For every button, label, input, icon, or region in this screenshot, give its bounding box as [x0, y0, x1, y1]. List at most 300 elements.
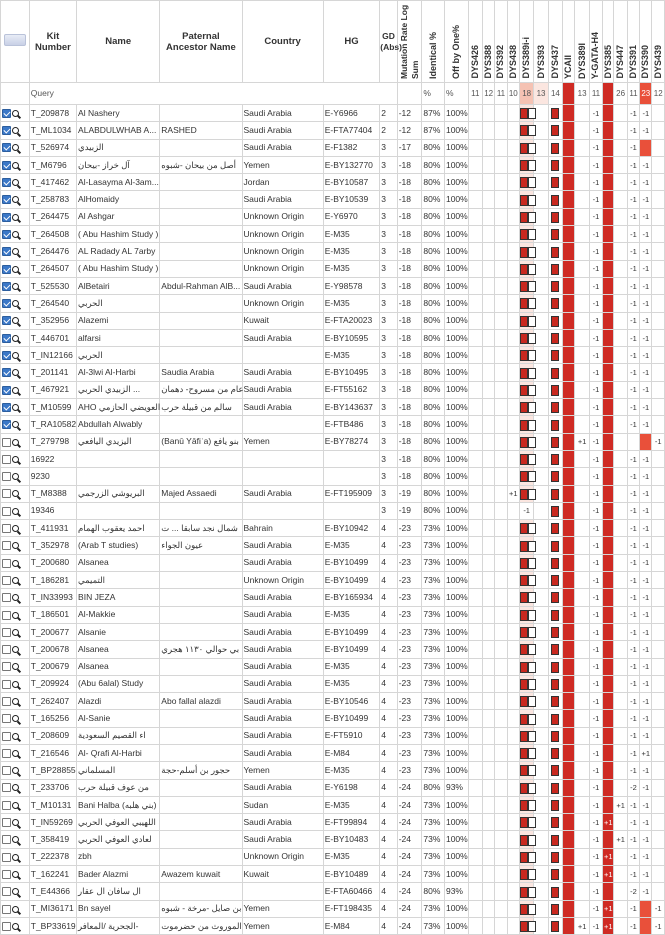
kit-number[interactable]: T_352956 [29, 312, 76, 329]
row-checkbox[interactable] [2, 628, 11, 637]
header-marker-ycaii[interactable] [563, 1, 575, 83]
marker-swatch [528, 298, 536, 309]
search-icon[interactable] [12, 542, 19, 549]
mutation-rate: -19 [397, 485, 422, 502]
table-row[interactable] [1, 848, 665, 865]
marker-cell [548, 139, 562, 156]
header-ancestor[interactable]: Paternal Ancestor Name [160, 1, 242, 83]
table-row[interactable] [1, 762, 665, 779]
table-row[interactable] [1, 433, 665, 450]
kit-number[interactable]: T_258783 [29, 191, 76, 208]
marker-cell [575, 277, 589, 294]
table-row[interactable] [1, 243, 665, 260]
header-mutation[interactable] [397, 1, 422, 83]
row-checkbox[interactable] [2, 126, 11, 135]
row-checkbox[interactable] [2, 680, 11, 689]
marker-swatch [551, 247, 559, 258]
search-icon[interactable] [12, 421, 19, 428]
row-checkbox[interactable] [2, 645, 11, 654]
marker-cell [575, 589, 589, 606]
table-row[interactable] [1, 814, 665, 831]
search-icon[interactable] [12, 231, 19, 238]
kit-number[interactable]: T_IN33993 [29, 589, 76, 606]
marker-cell [534, 675, 548, 692]
kit-number[interactable]: T_E44366 [29, 883, 76, 900]
marker-cell [482, 814, 494, 831]
kit-number[interactable]: T_216546 [29, 744, 76, 761]
marker-cell [548, 520, 562, 537]
table-row[interactable] [1, 520, 665, 537]
row-checkbox[interactable] [2, 299, 11, 308]
marker-cell [468, 295, 482, 312]
row-checkbox[interactable] [2, 368, 11, 377]
haplogroup: E-FT99894 [323, 814, 380, 831]
kit-number[interactable]: T_165256 [29, 710, 76, 727]
marker-cell [575, 658, 589, 675]
kit-number[interactable]: T_264476 [29, 243, 76, 260]
search-icon[interactable] [12, 888, 19, 895]
kit-number[interactable]: T_IN12166 [29, 347, 76, 364]
row-checkbox[interactable] [2, 576, 11, 585]
table-row[interactable] [1, 589, 665, 606]
row-checkbox[interactable] [2, 714, 11, 723]
marker-cell [468, 641, 482, 658]
marker-cell [468, 572, 482, 589]
kit-number[interactable]: T_209924 [29, 675, 76, 692]
row-actions [1, 572, 30, 589]
row-checkbox[interactable] [2, 749, 11, 758]
search-icon[interactable] [12, 629, 19, 636]
marker-cell [614, 243, 627, 260]
row-actions [1, 122, 30, 139]
paternal-ancestor [160, 814, 242, 831]
table-row[interactable] [1, 606, 665, 623]
row-checkbox[interactable] [2, 386, 11, 395]
kit-number[interactable]: T_BP33619 [29, 917, 76, 934]
identical-pct: 80% [422, 468, 445, 485]
row-checkbox[interactable] [2, 143, 11, 152]
query-marker-value: 13 [575, 83, 589, 105]
table-row[interactable] [1, 226, 665, 243]
row-checkbox[interactable] [2, 438, 11, 447]
kit-number[interactable]: T_201141 [29, 364, 76, 381]
kit-number[interactable]: 9230 [29, 468, 76, 485]
row-checkbox[interactable] [2, 420, 11, 429]
row-checkbox[interactable] [2, 282, 11, 291]
search-icon[interactable] [12, 110, 19, 117]
haplogroup: E-FTA20023 [323, 312, 380, 329]
kit-number[interactable]: T_411931 [29, 520, 76, 537]
genetic-distance: 3 [380, 364, 397, 381]
table-row[interactable] [1, 900, 665, 917]
header-identical[interactable] [422, 1, 445, 83]
table-row[interactable] [1, 658, 665, 675]
search-icon[interactable] [12, 248, 19, 255]
table-row[interactable] [1, 364, 665, 381]
marker-swatch [528, 592, 536, 603]
header-marker-dys426[interactable] [468, 1, 482, 83]
row-actions [1, 191, 30, 208]
marker-cell [563, 710, 575, 727]
row-checkbox[interactable] [2, 351, 11, 360]
offby-pct: 100% [444, 208, 468, 225]
marker-cell: -1 [640, 831, 652, 848]
search-icon[interactable] [12, 767, 19, 774]
kit-number[interactable]: T_264475 [29, 208, 76, 225]
header-name[interactable]: Name [77, 1, 160, 83]
kit-number[interactable]: T_352978 [29, 537, 76, 554]
search-icon[interactable] [12, 387, 19, 394]
marker-cell [507, 900, 519, 917]
search-icon[interactable] [12, 283, 19, 290]
marker-cell [507, 156, 519, 173]
marker-cell [652, 295, 665, 312]
table-row[interactable] [1, 260, 665, 277]
header-marker-dys438[interactable] [507, 1, 519, 83]
row-checkbox[interactable] [2, 109, 11, 118]
table-row[interactable] [1, 329, 665, 346]
row-checkbox[interactable] [2, 662, 11, 671]
row-checkbox[interactable] [2, 334, 11, 343]
table-row[interactable] [1, 416, 665, 433]
search-icon[interactable] [12, 456, 19, 463]
search-icon[interactable] [12, 179, 19, 186]
row-checkbox[interactable] [2, 766, 11, 775]
country: Yemen [242, 156, 323, 173]
table-row[interactable] [1, 295, 665, 312]
kit-number[interactable]: T_BP28855 [29, 762, 76, 779]
row-checkbox[interactable] [2, 559, 11, 568]
kit-name: المسلماني [77, 762, 160, 779]
row-checkbox[interactable] [2, 247, 11, 256]
row-actions [1, 277, 30, 294]
kit-number[interactable]: T_264508 [29, 226, 76, 243]
search-icon[interactable] [12, 144, 19, 151]
marker-cell [519, 191, 533, 208]
table-row[interactable] [1, 105, 665, 122]
table-row[interactable] [1, 693, 665, 710]
marker-cell [575, 156, 589, 173]
country: Saudi Arabia [242, 554, 323, 571]
search-icon[interactable] [12, 577, 19, 584]
marker-cell [548, 156, 562, 173]
header-marker-dys391[interactable] [627, 1, 639, 83]
search-icon[interactable] [12, 733, 19, 740]
search-icon[interactable] [12, 836, 19, 843]
search-icon[interactable] [12, 352, 19, 359]
row-checkbox[interactable] [2, 455, 11, 464]
search-icon[interactable] [12, 404, 19, 411]
marker-cell [652, 312, 665, 329]
row-checkbox[interactable] [2, 801, 11, 810]
table-row[interactable] [1, 710, 665, 727]
row-checkbox[interactable] [2, 265, 11, 274]
marker-cell [519, 831, 533, 848]
search-icon[interactable] [12, 439, 19, 446]
header-marker-dys389i[interactable] [575, 1, 589, 83]
table-row[interactable] [1, 831, 665, 848]
kit-number[interactable]: T_209878 [29, 105, 76, 122]
row-checkbox[interactable] [2, 870, 11, 879]
kit-name: Alsanea [77, 658, 160, 675]
kit-number[interactable]: T_IN59269 [29, 814, 76, 831]
header-gd[interactable] [380, 1, 402, 83]
kit-number[interactable]: T_186501 [29, 606, 76, 623]
table-row[interactable] [1, 744, 665, 761]
kit-number[interactable]: T_526974 [29, 139, 76, 156]
row-checkbox[interactable] [2, 835, 11, 844]
marker-swatch [551, 748, 559, 759]
search-icon[interactable] [12, 784, 19, 791]
header-hg[interactable]: HG [323, 1, 380, 83]
search-icon[interactable] [12, 906, 19, 913]
kit-number[interactable]: T_186281 [29, 572, 76, 589]
kit-number[interactable]: T_222378 [29, 848, 76, 865]
search-icon[interactable] [12, 871, 19, 878]
search-icon[interactable] [12, 854, 19, 861]
genetic-distance: 3 [380, 208, 397, 225]
kit-number[interactable]: T_200680 [29, 554, 76, 571]
kit-number[interactable]: T_M6796 [29, 156, 76, 173]
query-marker-value: 13 [534, 83, 548, 105]
search-icon[interactable] [12, 266, 19, 273]
search-icon[interactable] [12, 317, 19, 324]
search-icon[interactable] [12, 681, 19, 688]
kit-name: الحربي [77, 347, 160, 364]
search-icon[interactable] [12, 819, 19, 826]
search-icon[interactable] [12, 525, 19, 532]
search-icon[interactable] [12, 162, 19, 169]
kit-number[interactable]: T_525530 [29, 277, 76, 294]
table-row[interactable] [1, 502, 665, 519]
row-checkbox[interactable] [2, 905, 11, 914]
table-row[interactable] [1, 883, 665, 900]
genetic-distance: 3 [380, 156, 397, 173]
search-icon[interactable] [12, 594, 19, 601]
table-row[interactable] [1, 866, 665, 883]
marker-swatch [520, 921, 528, 932]
table-row[interactable] [1, 623, 665, 640]
search-icon[interactable] [12, 490, 19, 497]
row-checkbox[interactable] [2, 489, 11, 498]
row-checkbox[interactable] [2, 732, 11, 741]
row-checkbox[interactable] [2, 403, 11, 412]
table-row[interactable] [1, 399, 665, 416]
row-checkbox[interactable] [2, 230, 11, 239]
table-row[interactable] [1, 572, 665, 589]
marker-cell: -1 [627, 589, 639, 606]
kit-number[interactable]: 19346 [29, 502, 76, 519]
row-checkbox[interactable] [2, 818, 11, 827]
country: Saudi Arabia [242, 381, 323, 398]
row-checkbox[interactable] [2, 195, 11, 204]
search-icon[interactable] [12, 127, 19, 134]
search-icon[interactable] [12, 750, 19, 757]
marker-cell [652, 105, 665, 122]
marker-cell: -2 [627, 883, 639, 900]
marker-cell [652, 554, 665, 571]
search-icon[interactable] [12, 698, 19, 705]
marker-cell [507, 658, 519, 675]
marker-cell: -1 [640, 122, 652, 139]
kit-number[interactable]: T_262407 [29, 693, 76, 710]
row-checkbox[interactable] [2, 507, 11, 516]
marker-cell [507, 814, 519, 831]
header-kit[interactable]: Kit Number [29, 1, 76, 83]
identical-pct: 73% [422, 848, 445, 865]
row-checkbox[interactable] [2, 922, 11, 931]
marker-cell [640, 139, 652, 156]
table-row[interactable] [1, 779, 665, 796]
marker-cell [548, 329, 562, 346]
identical-pct: 73% [422, 710, 445, 727]
header-offby[interactable] [444, 1, 468, 83]
row-checkbox[interactable] [2, 853, 11, 862]
table-row[interactable] [1, 917, 665, 934]
marker-cell: -1 [640, 295, 652, 312]
table-row[interactable] [1, 485, 665, 502]
kit-number[interactable]: T_467921 [29, 381, 76, 398]
header-marker-dys393[interactable] [534, 1, 548, 83]
marker-swatch [551, 385, 559, 396]
header-marker-dys389i-i[interactable] [519, 1, 533, 83]
table-row[interactable] [1, 450, 665, 467]
marker-cell [482, 416, 494, 433]
header-marker-dys390[interactable] [640, 1, 652, 83]
search-icon[interactable] [12, 335, 19, 342]
kit-number[interactable]: T_264507 [29, 260, 76, 277]
header-marker-dys385[interactable] [603, 1, 614, 83]
kit-number[interactable]: T_M10599 [29, 399, 76, 416]
kit-number[interactable]: T_200677 [29, 623, 76, 640]
table-row[interactable] [1, 675, 665, 692]
table-row[interactable] [1, 347, 665, 364]
header-country[interactable]: Country [242, 1, 323, 83]
marker-cell [468, 848, 482, 865]
kit-number[interactable]: 16922 [29, 450, 76, 467]
table-row[interactable] [1, 641, 665, 658]
row-checkbox[interactable] [2, 887, 11, 896]
table-row[interactable] [1, 156, 665, 173]
table-row[interactable] [1, 122, 665, 139]
row-checkbox[interactable] [2, 611, 11, 620]
row-checkbox[interactable] [2, 178, 11, 187]
search-icon[interactable] [12, 646, 19, 653]
marker-cell [614, 226, 627, 243]
kit-number[interactable]: T_162241 [29, 866, 76, 883]
kit-number[interactable]: T_446701 [29, 329, 76, 346]
marker-cell [614, 347, 627, 364]
header-marker-dys447[interactable] [614, 1, 627, 83]
kit-number[interactable]: T_RA10582 [29, 416, 76, 433]
header-marker-dys439[interactable] [652, 1, 665, 83]
row-checkbox[interactable] [2, 541, 11, 550]
table-row[interactable] [1, 537, 665, 554]
kit-number[interactable]: T_200679 [29, 658, 76, 675]
header-marker-y-gata-h4[interactable] [589, 1, 602, 83]
search-icon[interactable] [12, 214, 19, 221]
kit-number[interactable]: T_200678 [29, 641, 76, 658]
kit-number[interactable]: T_358419 [29, 831, 76, 848]
query-marker-value: 11 [495, 83, 507, 105]
search-icon[interactable] [12, 196, 19, 203]
marker-cell [614, 381, 627, 398]
table-row[interactable] [1, 139, 665, 156]
table-row[interactable] [1, 174, 665, 191]
row-checkbox[interactable] [2, 213, 11, 222]
kit-name: البريوشي الزرجمي [77, 485, 160, 502]
kit-number[interactable]: T_M10131 [29, 796, 76, 813]
marker-cell: -1 [640, 243, 652, 260]
marker-cell: -1 [589, 814, 602, 831]
row-checkbox[interactable] [2, 316, 11, 325]
marker-cell: -1 [627, 329, 639, 346]
offby-pct: 100% [444, 416, 468, 433]
marker-cell [507, 779, 519, 796]
kit-number[interactable]: T_264540 [29, 295, 76, 312]
search-icon[interactable] [12, 508, 19, 515]
header-marker-dys392[interactable] [495, 1, 507, 83]
kit-number[interactable]: T_208609 [29, 727, 76, 744]
table-row[interactable] [1, 727, 665, 744]
row-checkbox[interactable] [2, 161, 11, 170]
search-icon[interactable] [12, 663, 19, 670]
marker-cell: -1 [589, 468, 602, 485]
table-row[interactable] [1, 381, 665, 398]
marker-cell: -1 [589, 485, 602, 502]
marker-cell [575, 831, 589, 848]
marker-swatch [551, 454, 559, 465]
search-icon[interactable] [12, 369, 19, 376]
table-row[interactable] [1, 277, 665, 294]
header-marker-dys388[interactable] [482, 1, 494, 83]
table-row[interactable] [1, 796, 665, 813]
table-row[interactable] [1, 554, 665, 571]
header-marker-dys437[interactable] [548, 1, 562, 83]
marker-swatch [520, 817, 528, 828]
search-icon[interactable] [12, 560, 19, 567]
marker-cell [495, 641, 507, 658]
marker-cell [495, 174, 507, 191]
table-row[interactable] [1, 191, 665, 208]
row-checkbox[interactable] [2, 697, 11, 706]
kit-number[interactable]: T_233706 [29, 779, 76, 796]
table-row[interactable] [1, 208, 665, 225]
marker-cell [468, 917, 482, 934]
offby-pct: 100% [444, 917, 468, 934]
row-checkbox[interactable] [2, 783, 11, 792]
kit-number[interactable]: T_417462 [29, 174, 76, 191]
search-icon[interactable] [12, 715, 19, 722]
kit-number[interactable]: T_M8388 [29, 485, 76, 502]
search-icon[interactable] [12, 473, 19, 480]
identical-pct: 73% [422, 589, 445, 606]
row-checkbox[interactable] [2, 593, 11, 602]
row-checkbox[interactable] [2, 472, 11, 481]
table-row[interactable] [1, 312, 665, 329]
kit-number[interactable]: T_279798 [29, 433, 76, 450]
search-icon[interactable] [12, 923, 19, 930]
table-row[interactable] [1, 468, 665, 485]
search-icon[interactable] [12, 612, 19, 619]
search-icon[interactable] [12, 300, 19, 307]
kit-number[interactable]: T_MI36171 [29, 900, 76, 917]
kit-number[interactable]: T_ML1034 [29, 122, 76, 139]
row-checkbox[interactable] [2, 524, 11, 533]
marker-cell: -1 [627, 381, 639, 398]
marker-cell [534, 796, 548, 813]
search-icon[interactable] [12, 802, 19, 809]
